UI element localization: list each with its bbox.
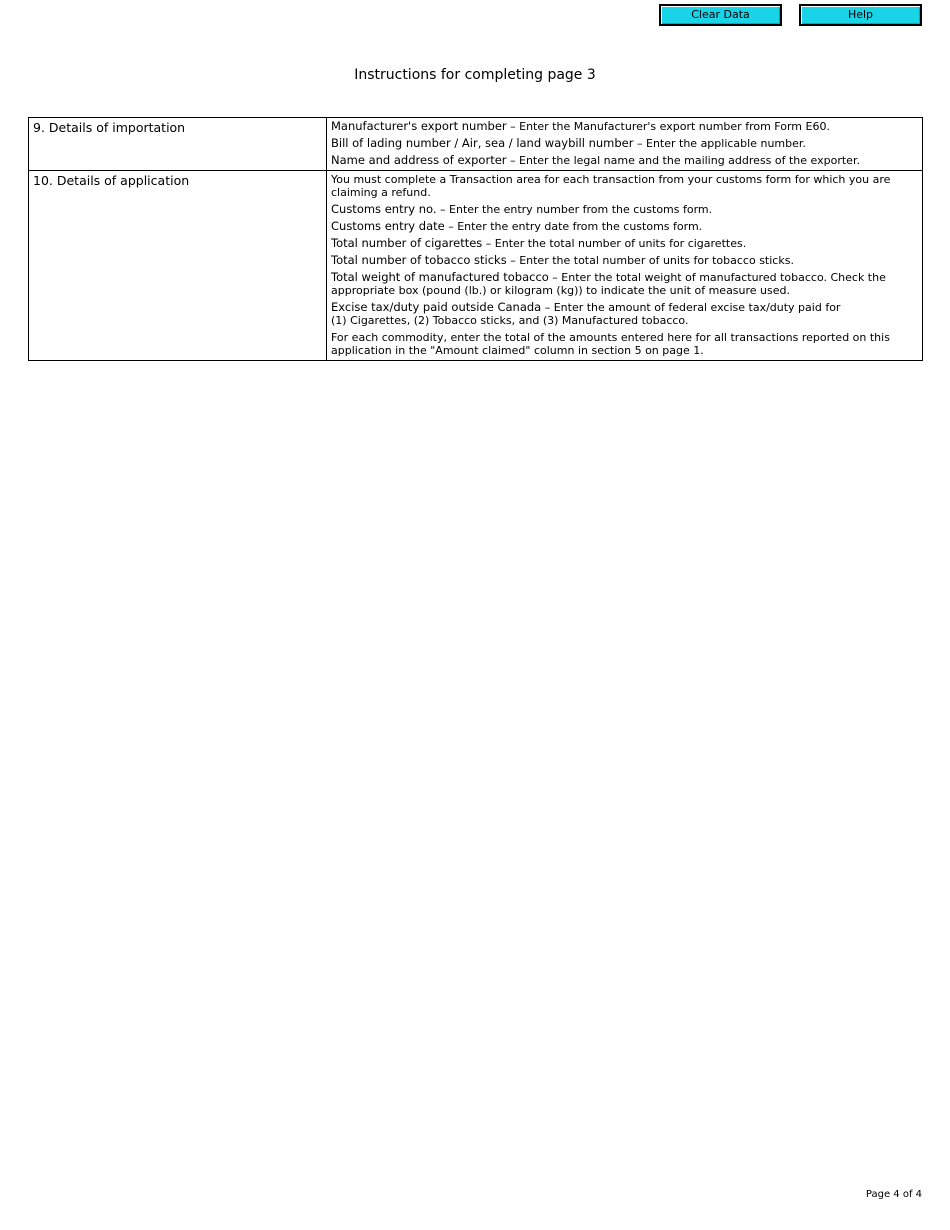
item-desc-continued: (1) Cigarettes, (2) Tobacco sticks, and (3) Manufactured tobacco. <box>331 314 689 327</box>
section-9-title: 9. Details of importation <box>29 118 327 171</box>
page-number: Page 4 of 4 <box>865 1189 922 1200</box>
list-item <box>331 203 918 216</box>
list-item <box>331 254 918 267</box>
instructions-table <box>28 117 923 361</box>
list-item <box>331 120 918 133</box>
list-item <box>331 137 918 150</box>
item-desc: – Enter the Manufacturer's export number from Form E60. <box>506 120 830 133</box>
item-term: Name and address of exporter <box>331 153 507 167</box>
section-10-row <box>29 171 923 361</box>
item-term: Total number of tobacco sticks <box>331 253 507 267</box>
list-item <box>331 220 918 233</box>
item-term: Total number of cigarettes <box>331 236 483 250</box>
clear-data-button[interactable]: Clear Data <box>659 4 782 26</box>
item-desc: – Enter the total number of units for tobacco sticks. <box>506 254 794 267</box>
item-desc: – Enter the amount of federal excise tax/duty paid for <box>541 301 841 314</box>
item-term: Excise tax/duty paid outside Canada <box>331 300 542 314</box>
item-desc: – Enter the entry date from the customs form. <box>444 220 703 233</box>
section-intro: You must complete a Transaction area for each transaction from your customs form for which you are claiming a refund. <box>331 173 891 199</box>
item-term: Customs entry date <box>331 219 445 233</box>
item-term: Customs entry no. <box>331 202 437 216</box>
item-desc: – Enter the legal name and the mailing address of the exporter. <box>506 154 860 167</box>
page-title: Instructions for completing page 3 <box>354 67 596 83</box>
section-10-title: 10. Details of application <box>29 171 327 361</box>
item-desc: – Enter the total weight of manufactured tobacco. Check the appropriate box (pound (lb.) or kilogram (kg)) to indicate the unit of measure used. <box>331 271 886 297</box>
item-desc: – Enter the applicable number. <box>633 137 806 150</box>
list-item <box>331 154 918 167</box>
item-term: Manufacturer's export number <box>331 119 507 133</box>
section-9-body <box>327 118 923 171</box>
list-item <box>331 301 918 327</box>
list-item <box>331 271 918 297</box>
item-term: Bill of lading number / Air, sea / land waybill number <box>331 136 634 150</box>
item-desc: – Enter the entry number from the customs form. <box>436 203 713 216</box>
help-button[interactable]: Help <box>799 4 922 26</box>
list-item <box>331 237 918 250</box>
item-desc: – Enter the total number of units for cigarettes. <box>482 237 747 250</box>
section-10-body <box>327 171 923 361</box>
section-9-row <box>29 118 923 171</box>
item-term: Total weight of manufactured tobacco <box>331 270 549 284</box>
section-outro: For each commodity, enter the total of the amounts entered here for all transactions reported on this application in the "Amount claimed" column in section 5 on page 1. <box>331 331 890 357</box>
